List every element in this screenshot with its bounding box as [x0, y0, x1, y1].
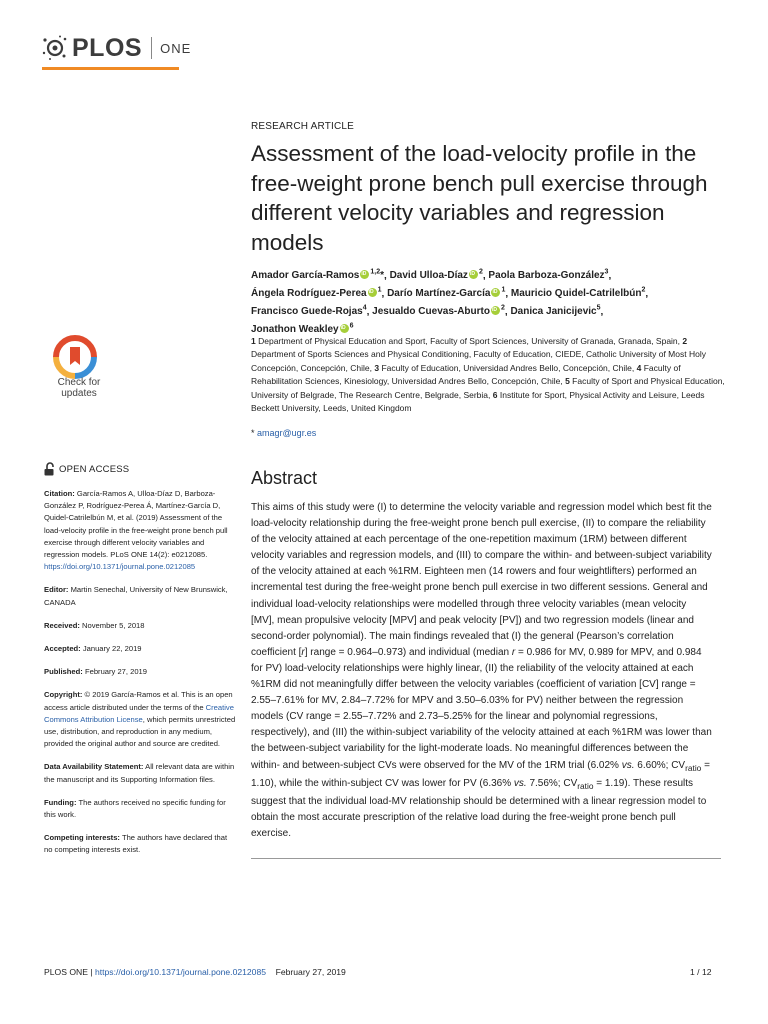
data-availability: Data Availability Statement: All relevant data are within the manuscript and its Supporting Information files.	[44, 762, 235, 784]
author[interactable]: Ángela Rodríguez-PereaiD $^1$	[251, 288, 382, 299]
abstract-heading: Abstract	[251, 468, 318, 488]
footer-date: February 27, 2019	[275, 967, 346, 977]
journal-name: ONE	[160, 40, 192, 56]
orcid-icon[interactable]	[360, 270, 369, 279]
author[interactable]: Amador García-RamosiD $^{1,2}$*	[251, 270, 384, 281]
editor: Editor: Martin Senechal, University of New Brunswick, CANADA	[44, 585, 228, 607]
logo-accent-bar	[42, 67, 179, 70]
logo-divider	[151, 37, 152, 59]
article-type: RESEARCH ARTICLE	[251, 121, 355, 132]
affiliation: Institute for Sport, Physical Activity and Leisure, Leeds Beckett University, Leeds, United Kingdom	[251, 389, 705, 414]
orcid-icon[interactable]	[368, 288, 377, 297]
author[interactable]: Jonathon WeakleyiD $^6$	[251, 324, 354, 335]
affiliation: Faculty of Sport and Physical Education, University of Belgrade, The Research Centre, Belgrade, Serbia,	[251, 376, 725, 400]
plos-logo-icon	[42, 35, 68, 61]
author-list: Amador García-RamosiD $^{1,2}$*, David Ulloa-DíaziD $^2$, Paola Barboza-González$^3$, Ángela Rodríguez-PereaiD $^1$, Darío Martínez-GarcíaiD $^1$, Mauricio Quidel-Catrilelbún$^2$, Francisco Guede-Rojas$^4$, Jesualdo Cuevas-AburtoiD $^2$, Danica Janicijevic$^5$, Jonathon WeakleyiD $^6$	[251, 266, 721, 337]
published-date: Published: February 27, 2019	[44, 667, 148, 677]
affiliation: Department of Physical Education and Sport, Faculty of Sport Sciences, University of Granada, Granada, Spain,	[258, 336, 681, 346]
footer-separator: |	[90, 967, 93, 977]
corresponding-email-link[interactable]: amagr@ugr.es	[257, 428, 317, 438]
license-link[interactable]: Creative Commons Attribution License	[44, 702, 234, 724]
orcid-icon[interactable]	[491, 288, 500, 297]
affiliations: 1 Department of Physical Education and Sport, Faculty of Sport Sciences, University of Granada, Granada, Spain, 2 Department of Sports Sciences and Physical Conditioning, Faculty of Education, CIEDE, Catholic University of Most Holy Concepción, Concepción, Chile, 3 Faculty of Education, Universidad Andres Bello, Concepción, Chile, 4 Faculty of Rehabilitation Sciences, Kinesiology, Universidad Andres Bello, Concepción, Chile, 5 Faculty of Sport and Physical Education, University of Belgrade, The Research Centre, Belgrade, Serbia, 6 Institute for Sport, Physical Activity and Leisure, Leeds Beckett University, Leeds, United Kingdom	[251, 336, 725, 414]
author[interactable]: Darío Martínez-GarcíaiD $^1$	[387, 288, 505, 299]
open-access-badge	[44, 462, 129, 476]
author[interactable]: Jesualdo Cuevas-AburtoiD $^2$	[372, 306, 505, 317]
abstract-divider	[251, 858, 721, 859]
affiliation: Faculty of Education, Universidad Andres Bello, Concepción, Chile,	[381, 362, 635, 373]
orcid-icon[interactable]	[340, 324, 349, 333]
footer-doi-link[interactable]: https://doi.org/10.1371/journal.pone.0212085	[94, 967, 267, 977]
orcid-icon[interactable]	[469, 270, 478, 279]
check-for-updates-button[interactable]	[40, 335, 110, 405]
check-updates-icon	[50, 335, 100, 379]
competing-interests: Competing interests: The authors have declared that no competing interests exist.	[44, 833, 228, 855]
abstract-body: This aims of this study were (I) to determine the velocity variable and regression model which best fit the load-velocity relationship during the free-weight prone bench pull exercise, (II) to compare the reliability of the velocity attained at each percentage of the one-repetition maximum (1RM) between different velocity variables and regression models, and (III) to compare the within- and between-subject variability of the velocity attained at each %1RM. Eighteen men (14 rowers and four weightlifters) performed an incremental test during the free-weight prone bench pull exercise in two different sessions. General and individual load-velocity relationships were modelled through three velocity variables (mean velocity [MV], mean propulsive velocity [MPV] and peak velocity [PV]) and two regression models (linear and second-order polynomial). The main findings revealed that (I) the general (Pearson’s correlation coefficient [r] range = 0.964–0.973) and individual (median r = 0.986 for MV, 0.989 for MPV, and 0.984 for PV) load-velocity relationships were highly linear, (II) the reliability of the velocity attained at each %1RM did not meaningfully differ between the velocity variables (coefficient of variation [CV] range = 2.55–7.61% for MV, 2.84–7.72% for MPV and 3.50–6.03% for PV) neither between the regression models (CV range = 2.55–7.72% and 2.73–5.25% for the linear and polynomial regressions, respectively), and (III) the within-subject variability of the velocity attained at each %1RM was lower than the between-subject variability for the light-moderate loads. No meaningful differences between the within- and between-subject CVs were observed for the MV of the 1RM trial (6.02% vs. 6.60%; $CV_{ratio} = 1.10$), while the within-subject CV was lower for PV (6.36% vs. 7.56%; $CV_{ratio} = 1.19$). These results suggest that the individual load-MV relationship should be determined with a linear regression model to obtain the most accurate prescription of the relative load during the free-weight prone bench pull exercise.	[251, 502, 712, 839]
plos-one-logo[interactable]	[42, 28, 191, 68]
author[interactable]: Francisco Guede-Rojas$^4$	[251, 304, 367, 317]
funding: Funding: The authors received no specific funding for this work.	[44, 797, 226, 820]
orcid-icon[interactable]	[491, 306, 500, 315]
article-title: Assessment of the load-velocity profile in the free-weight prone bench pull exercise through different velocity variables and regression models	[251, 141, 708, 255]
open-access-label: OPEN ACCESS	[59, 463, 130, 475]
article-info-sidebar	[44, 488, 236, 868]
logo-text: PLOS	[72, 33, 143, 62]
accepted-date: Accepted: January 22, 2019	[44, 644, 142, 654]
author[interactable]: Danica Janicijevic$^5$	[510, 304, 601, 317]
page-number: 1 / 12	[690, 967, 712, 977]
open-lock-icon	[44, 462, 55, 476]
author[interactable]: David Ulloa-DíaziD $^2$	[390, 270, 483, 281]
affiliation: Department of Sports Sciences and Physical Conditioning, Faculty of Education, CIEDE, Catholic University of Most Holy Concepción, Concepción, Chile,	[251, 349, 706, 373]
corresponding-author: * amagr@ugr.es	[251, 428, 317, 438]
received-date: Received: November 5, 2018	[44, 620, 145, 630]
check-updates-label: Check for updates	[57, 377, 101, 399]
page-footer	[44, 967, 346, 977]
citation-doi-link[interactable]: https://doi.org/10.1371/journal.pone.0212085	[44, 562, 196, 572]
footer-journal: PLOS ONE	[44, 967, 88, 977]
copyright: Copyright: © 2019 García-Ramos et al. This is an open access article distributed under the terms of the Creative Commons Attribution License, which permits unrestricted use, distribution, and reproduction in any medium, provided the original author and source are credited.	[44, 690, 236, 749]
citation: Citation: García-Ramos A, Ulloa-Díaz D, Barboza-González P, Rodríguez-Perea Á, Martínez-García D, Quidel-Catrilelbún M, et al. (2019) Assessment of the load-velocity profile in the free-weight prone bench pull exercise through different velocity variables and regression models. PLoS ONE 14(2): e0212085. https://doi.org/10.1371/journal.pone.0212085	[44, 489, 228, 572]
author[interactable]: Mauricio Quidel-Catrilelbún$^2$	[510, 286, 646, 300]
affiliation: Faculty of Rehabilitation Sciences, Kinesiology, Universidad Andres Bello, Concepción, Chile,	[251, 362, 681, 387]
author[interactable]: Paola Barboza-González$^3$	[488, 269, 609, 282]
